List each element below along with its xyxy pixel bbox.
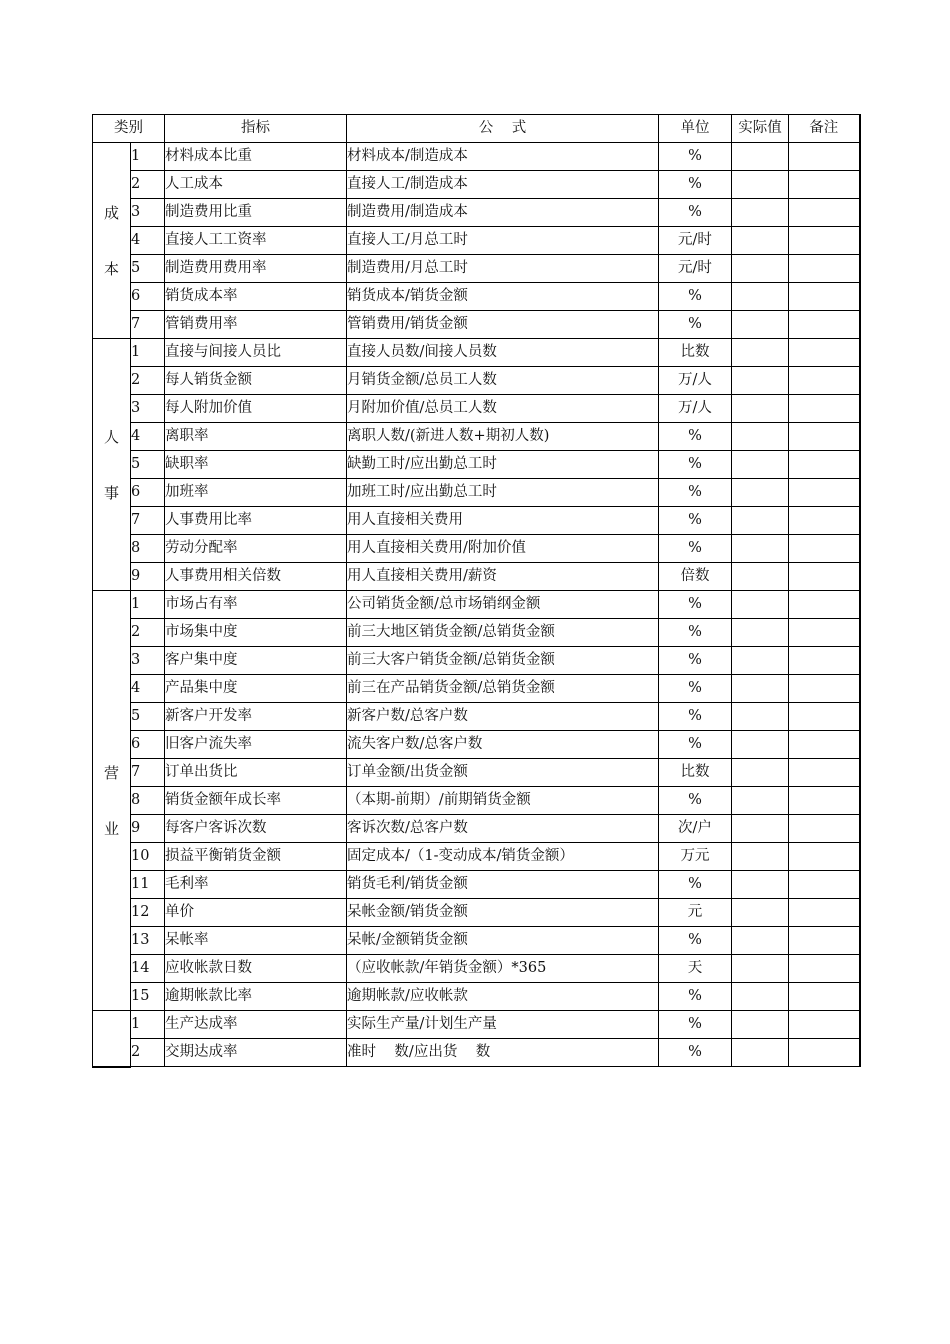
indicator-cell: 新客户开发率	[165, 703, 347, 731]
unit-cell: 元	[659, 899, 732, 927]
row-number: 5	[131, 451, 165, 479]
header-row	[93, 115, 860, 143]
unit-cell: %	[659, 311, 732, 339]
actual-value-cell[interactable]	[732, 339, 789, 367]
table-row	[93, 535, 860, 563]
formula-cell: 实际生产量/计划生产量	[347, 1011, 659, 1039]
category-char: 事	[103, 483, 119, 502]
row-number: 1	[131, 339, 165, 367]
row-number: 1	[131, 1011, 165, 1039]
table-row	[93, 311, 860, 339]
row-number: 10	[131, 843, 165, 871]
header-indicator: 指标	[165, 115, 347, 143]
table-row	[93, 815, 860, 843]
indicator-cell: 客户集中度	[165, 647, 347, 675]
formula-cell: 呆帐金额/销货金额	[347, 899, 659, 927]
actual-value-cell[interactable]	[732, 1039, 789, 1067]
formula-cell: 订单金额/出货金额	[347, 759, 659, 787]
actual-value-cell[interactable]	[732, 983, 789, 1011]
table-row	[93, 563, 860, 591]
category-char: 业	[103, 819, 119, 838]
table-row	[93, 759, 860, 787]
actual-value-cell[interactable]	[732, 143, 789, 171]
indicator-cell: 直接与间接人员比	[165, 339, 347, 367]
row-number: 8	[131, 787, 165, 815]
indicator-cell: 制造费用比重	[165, 199, 347, 227]
table-row	[93, 395, 860, 423]
remark-cell[interactable]	[789, 479, 860, 507]
table-row	[93, 983, 860, 1011]
formula-cell: 销货毛利/销货金额	[347, 871, 659, 899]
row-number: 6	[131, 479, 165, 507]
table-row	[93, 647, 860, 675]
remark-cell[interactable]	[789, 899, 860, 927]
row-number: 11	[131, 871, 165, 899]
row-number: 9	[131, 563, 165, 591]
remark-cell[interactable]	[789, 507, 860, 535]
row-number: 2	[131, 1039, 165, 1067]
actual-value-cell[interactable]	[732, 507, 789, 535]
category-char: 成	[103, 203, 119, 222]
row-number: 4	[131, 227, 165, 255]
table-row	[93, 283, 860, 311]
actual-value-cell[interactable]	[732, 283, 789, 311]
actual-value-cell[interactable]	[732, 703, 789, 731]
row-number: 13	[131, 927, 165, 955]
indicator-cell: 应收帐款日数	[165, 955, 347, 983]
unit-cell: %	[659, 451, 732, 479]
table-row	[93, 871, 860, 899]
indicator-cell: 市场集中度	[165, 619, 347, 647]
remark-cell[interactable]	[789, 423, 860, 451]
row-number: 14	[131, 955, 165, 983]
row-number: 8	[131, 535, 165, 563]
unit-cell: 比数	[659, 339, 732, 367]
header-category: 类别	[93, 115, 165, 143]
row-number: 1	[131, 143, 165, 171]
formula-cell: 逾期帐款/应收帐款	[347, 983, 659, 1011]
actual-value-cell[interactable]	[732, 927, 789, 955]
indicator-cell: 每人附加价值	[165, 395, 347, 423]
actual-value-cell[interactable]	[732, 843, 789, 871]
category-char: 人	[103, 427, 119, 446]
remark-cell[interactable]	[789, 955, 860, 983]
table-row	[93, 619, 860, 647]
remark-cell[interactable]	[789, 171, 860, 199]
indicator-cell: 订单出货比	[165, 759, 347, 787]
unit-cell: %	[659, 787, 732, 815]
formula-cell: 离职人数/(新进人数+期初人数)	[347, 423, 659, 451]
formula-cell: 管销费用/销货金额	[347, 311, 659, 339]
indicator-cell: 呆帐率	[165, 927, 347, 955]
indicator-cell: 损益平衡销货金额	[165, 843, 347, 871]
indicator-cell: 人工成本	[165, 171, 347, 199]
actual-value-cell[interactable]	[732, 899, 789, 927]
table-row	[93, 199, 860, 227]
remark-cell[interactable]	[789, 283, 860, 311]
header-unit: 单位	[659, 115, 732, 143]
category-cell	[93, 1011, 131, 1067]
unit-cell: %	[659, 423, 732, 451]
remark-cell[interactable]	[789, 675, 860, 703]
unit-cell: %	[659, 647, 732, 675]
formula-cell: 新客户数/总客户数	[347, 703, 659, 731]
formula-cell: 准时 数/应出货 数	[347, 1039, 659, 1067]
formula-cell: 直接人工/制造成本	[347, 171, 659, 199]
remark-cell[interactable]	[789, 367, 860, 395]
formula-cell: 销货成本/销货金额	[347, 283, 659, 311]
actual-value-cell[interactable]	[732, 423, 789, 451]
actual-value-cell[interactable]	[732, 255, 789, 283]
formula-cell: 用人直接相关费用/薪资	[347, 563, 659, 591]
unit-cell: %	[659, 479, 732, 507]
category-char: 营	[103, 763, 119, 782]
indicator-cell: 产品集中度	[165, 675, 347, 703]
table-row	[93, 171, 860, 199]
remark-cell[interactable]	[789, 563, 860, 591]
table-row	[93, 787, 860, 815]
category-cell	[93, 591, 131, 1011]
table-row	[93, 731, 860, 759]
category-char: 本	[103, 259, 119, 278]
unit-cell: %	[659, 143, 732, 171]
table-row	[93, 255, 860, 283]
unit-cell: %	[659, 1039, 732, 1067]
table-row	[93, 479, 860, 507]
unit-cell: %	[659, 171, 732, 199]
row-number: 9	[131, 815, 165, 843]
table-row	[93, 339, 860, 367]
remark-cell[interactable]	[789, 395, 860, 423]
unit-cell: 万元	[659, 843, 732, 871]
unit-cell: %	[659, 591, 732, 619]
unit-cell: %	[659, 199, 732, 227]
unit-cell: %	[659, 731, 732, 759]
actual-value-cell[interactable]	[732, 451, 789, 479]
row-number: 4	[131, 675, 165, 703]
indicator-cell: 交期达成率	[165, 1039, 347, 1067]
table-row	[93, 703, 860, 731]
table-row	[93, 227, 860, 255]
formula-cell: 呆帐/金额销货金额	[347, 927, 659, 955]
indicator-cell: 销货成本率	[165, 283, 347, 311]
actual-value-cell[interactable]	[732, 227, 789, 255]
row-number: 2	[131, 367, 165, 395]
row-number: 15	[131, 983, 165, 1011]
row-number: 6	[131, 731, 165, 759]
formula-cell: 流失客户数/总客户数	[347, 731, 659, 759]
table-row	[93, 843, 860, 871]
remark-cell[interactable]	[789, 339, 860, 367]
indicator-cell: 市场占有率	[165, 591, 347, 619]
indicator-cell: 逾期帐款比率	[165, 983, 347, 1011]
formula-cell: 客诉次数/总客户数	[347, 815, 659, 843]
actual-value-cell[interactable]	[732, 395, 789, 423]
remark-cell[interactable]	[789, 759, 860, 787]
actual-value-cell[interactable]	[732, 871, 789, 899]
formula-cell: 固定成本/（1-变动成本/销货金额）	[347, 843, 659, 871]
table-row	[93, 423, 860, 451]
indicator-cell: 人事费用相关倍数	[165, 563, 347, 591]
row-number: 7	[131, 311, 165, 339]
row-number: 7	[131, 759, 165, 787]
actual-value-cell[interactable]	[732, 311, 789, 339]
table-row	[93, 143, 860, 171]
row-number: 12	[131, 899, 165, 927]
table-row	[93, 451, 860, 479]
actual-value-cell[interactable]	[732, 199, 789, 227]
remark-cell[interactable]	[789, 255, 860, 283]
formula-cell: 材料成本/制造成本	[347, 143, 659, 171]
unit-cell: %	[659, 675, 732, 703]
indicator-cell: 离职率	[165, 423, 347, 451]
row-number: 2	[131, 171, 165, 199]
header-remark: 备注	[789, 115, 860, 143]
remark-cell[interactable]	[789, 731, 860, 759]
row-number: 5	[131, 703, 165, 731]
actual-value-cell[interactable]	[732, 171, 789, 199]
unit-cell: 次/户	[659, 815, 732, 843]
unit-cell: %	[659, 619, 732, 647]
remark-cell[interactable]	[789, 927, 860, 955]
remark-cell[interactable]	[789, 843, 860, 871]
actual-value-cell[interactable]	[732, 1011, 789, 1039]
unit-cell: %	[659, 507, 732, 535]
formula-cell: 前三大客户销货金额/总销货金额	[347, 647, 659, 675]
remark-cell[interactable]	[789, 787, 860, 815]
actual-value-cell[interactable]	[732, 647, 789, 675]
row-number: 7	[131, 507, 165, 535]
remark-cell[interactable]	[789, 199, 860, 227]
formula-cell: 前三大地区销货金额/总销货金额	[347, 619, 659, 647]
formula-cell: （本期-前期）/前期销货金额	[347, 787, 659, 815]
unit-cell: 元/时	[659, 227, 732, 255]
remark-cell[interactable]	[789, 619, 860, 647]
row-number: 2	[131, 619, 165, 647]
actual-value-cell[interactable]	[732, 367, 789, 395]
header-formula: 公 式	[347, 115, 659, 143]
formula-cell: 直接人工/月总工时	[347, 227, 659, 255]
formula-cell: 月销货金额/总员工人数	[347, 367, 659, 395]
table-row	[93, 899, 860, 927]
actual-value-cell[interactable]	[732, 591, 789, 619]
indicator-cell: 劳动分配率	[165, 535, 347, 563]
actual-value-cell[interactable]	[732, 563, 789, 591]
kpi-table	[92, 114, 861, 1068]
row-number: 5	[131, 255, 165, 283]
table-row	[93, 507, 860, 535]
formula-cell: 用人直接相关费用	[347, 507, 659, 535]
actual-value-cell[interactable]	[732, 815, 789, 843]
header-actual: 实际值	[732, 115, 789, 143]
unit-cell: %	[659, 535, 732, 563]
unit-cell: %	[659, 703, 732, 731]
formula-cell: 缺勤工时/应出勤总工时	[347, 451, 659, 479]
indicator-cell: 旧客户流失率	[165, 731, 347, 759]
formula-cell: 制造费用/月总工时	[347, 255, 659, 283]
indicator-cell: 加班率	[165, 479, 347, 507]
unit-cell: %	[659, 283, 732, 311]
table-row	[93, 1011, 860, 1039]
indicator-cell: 每客户客诉次数	[165, 815, 347, 843]
remark-cell[interactable]	[789, 1011, 860, 1039]
remark-cell[interactable]	[789, 451, 860, 479]
indicator-cell: 缺职率	[165, 451, 347, 479]
row-number: 3	[131, 647, 165, 675]
formula-cell: 公司销货金额/总市场销纲金额	[347, 591, 659, 619]
actual-value-cell[interactable]	[732, 535, 789, 563]
remark-cell[interactable]	[789, 535, 860, 563]
actual-value-cell[interactable]	[732, 619, 789, 647]
unit-cell: 万/人	[659, 367, 732, 395]
remark-cell[interactable]	[789, 227, 860, 255]
actual-value-cell[interactable]	[732, 955, 789, 983]
table-row	[93, 1039, 860, 1067]
formula-cell: （应收帐款/年销货金额）*365	[347, 955, 659, 983]
actual-value-cell[interactable]	[732, 759, 789, 787]
table-row	[93, 927, 860, 955]
table-row	[93, 955, 860, 983]
formula-cell: 用人直接相关费用/附加价值	[347, 535, 659, 563]
formula-cell: 加班工时/应出勤总工时	[347, 479, 659, 507]
unit-cell: 元/时	[659, 255, 732, 283]
row-number: 1	[131, 591, 165, 619]
unit-cell: %	[659, 871, 732, 899]
remark-cell[interactable]	[789, 703, 860, 731]
formula-cell: 直接人员数/间接人员数	[347, 339, 659, 367]
indicator-cell: 制造费用费用率	[165, 255, 347, 283]
row-number: 3	[131, 199, 165, 227]
table-row	[93, 675, 860, 703]
actual-value-cell[interactable]	[732, 675, 789, 703]
indicator-cell: 单价	[165, 899, 347, 927]
unit-cell: 万/人	[659, 395, 732, 423]
unit-cell: %	[659, 927, 732, 955]
indicator-cell: 管销费用率	[165, 311, 347, 339]
indicator-cell: 生产达成率	[165, 1011, 347, 1039]
remark-cell[interactable]	[789, 647, 860, 675]
row-number: 6	[131, 283, 165, 311]
table-row	[93, 367, 860, 395]
remark-cell[interactable]	[789, 815, 860, 843]
unit-cell: %	[659, 1011, 732, 1039]
remark-cell[interactable]	[789, 871, 860, 899]
category-cell	[93, 339, 131, 591]
indicator-cell: 销货金额年成长率	[165, 787, 347, 815]
unit-cell: 倍数	[659, 563, 732, 591]
indicator-cell: 人事费用比率	[165, 507, 347, 535]
remark-cell[interactable]	[789, 1039, 860, 1067]
formula-cell: 制造费用/制造成本	[347, 199, 659, 227]
unit-cell: 天	[659, 955, 732, 983]
category-cell	[93, 143, 131, 339]
remark-cell[interactable]	[789, 983, 860, 1011]
remark-cell[interactable]	[789, 311, 860, 339]
actual-value-cell[interactable]	[732, 731, 789, 759]
table-row	[93, 591, 860, 619]
actual-value-cell[interactable]	[732, 787, 789, 815]
indicator-cell: 毛利率	[165, 871, 347, 899]
remark-cell[interactable]	[789, 591, 860, 619]
actual-value-cell[interactable]	[732, 479, 789, 507]
indicator-cell: 材料成本比重	[165, 143, 347, 171]
indicator-cell: 直接人工工资率	[165, 227, 347, 255]
row-number: 4	[131, 423, 165, 451]
formula-cell: 月附加价值/总员工人数	[347, 395, 659, 423]
unit-cell: %	[659, 983, 732, 1011]
indicator-cell: 每人销货金额	[165, 367, 347, 395]
formula-cell: 前三在产品销货金额/总销货金额	[347, 675, 659, 703]
remark-cell[interactable]	[789, 143, 860, 171]
unit-cell: 比数	[659, 759, 732, 787]
kpi-table-body	[93, 143, 860, 1067]
row-number: 3	[131, 395, 165, 423]
